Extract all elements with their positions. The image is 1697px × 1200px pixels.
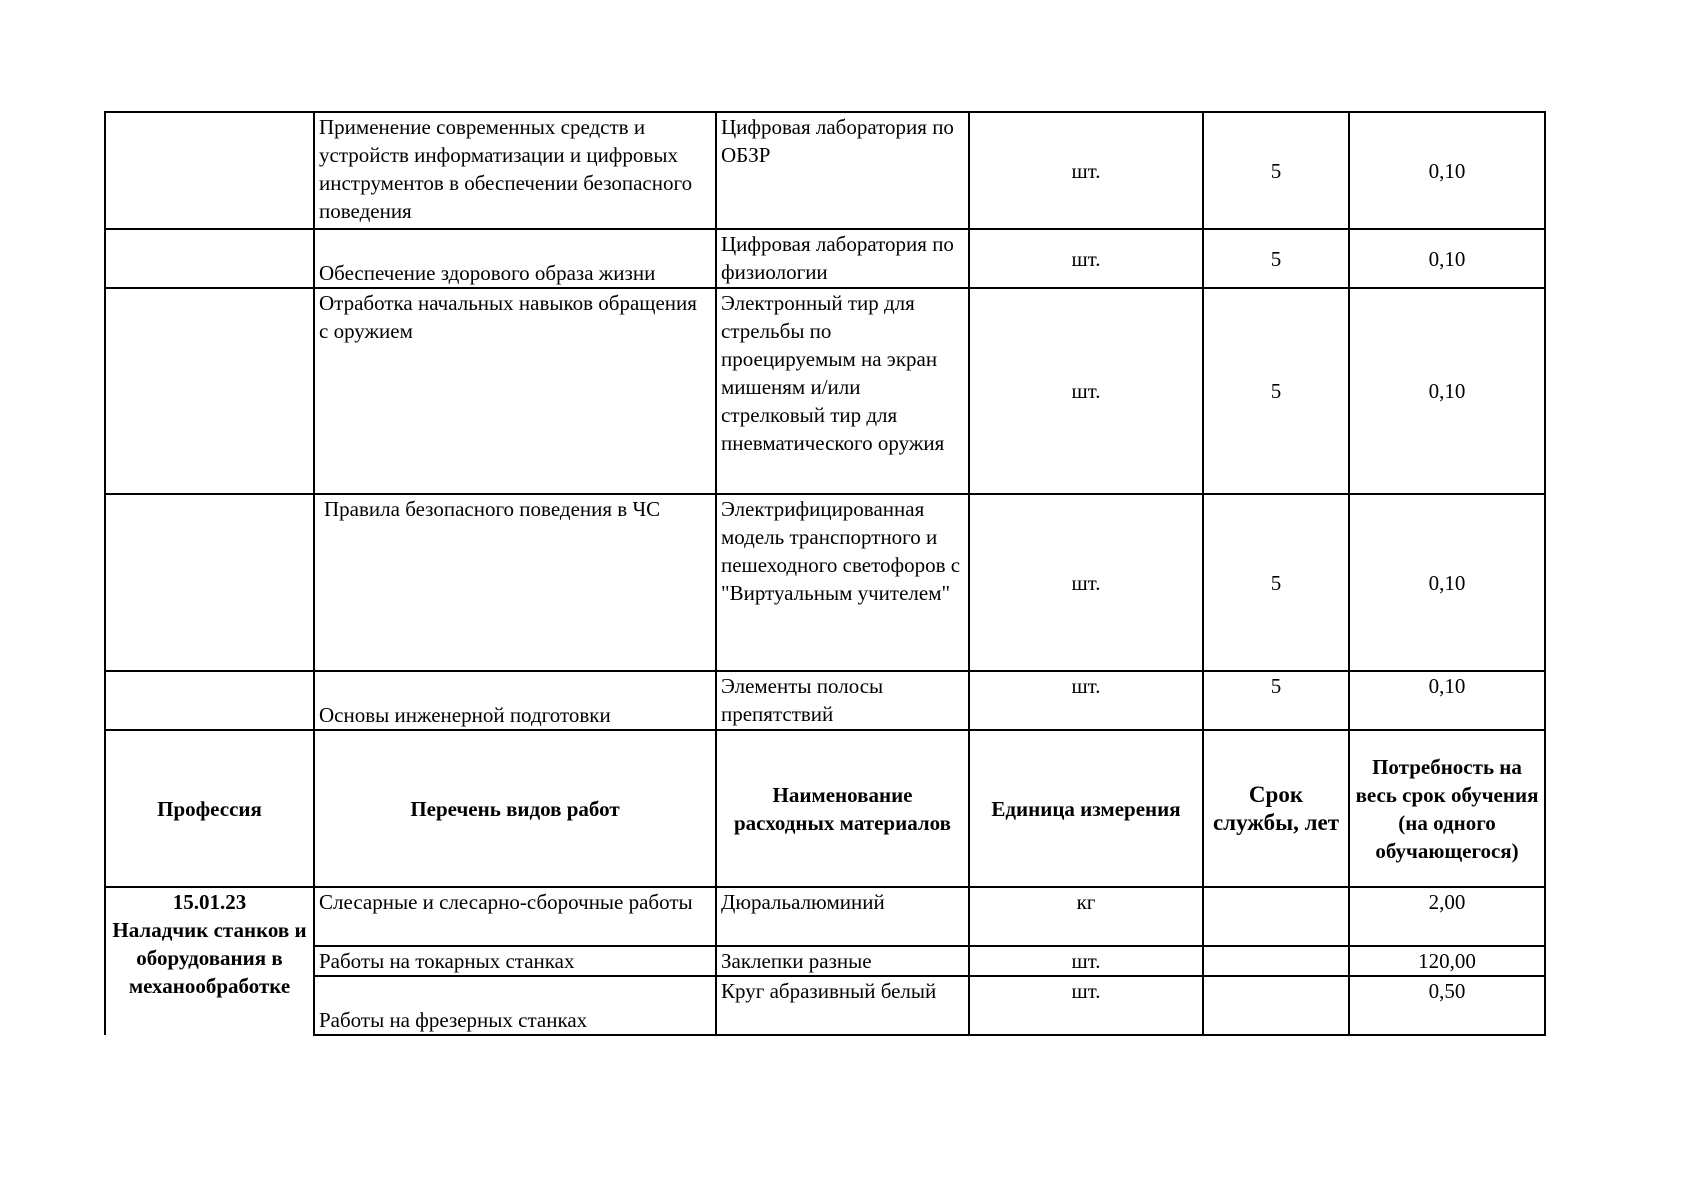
term-cell [1203, 887, 1349, 946]
work-cell: Обеспечение здорового образа жизни [314, 229, 716, 288]
work-cell: Слесарные и слесарно-сборочные работы [314, 887, 716, 946]
material-cell: Цифровая лаборатория по ОБЗР [716, 112, 969, 229]
unit-cell: шт. [969, 946, 1203, 976]
header-unit: Единица измерения [969, 730, 1203, 887]
profession-cell [105, 112, 314, 229]
need-cell: 120,00 [1349, 946, 1545, 976]
term-cell [1203, 946, 1349, 976]
profession-cell [105, 494, 314, 671]
table-row [105, 112, 1545, 229]
profession-cell [105, 671, 314, 730]
need-cell: 0,50 [1349, 976, 1545, 1035]
header-works: Перечень видов работ [314, 730, 716, 887]
table-row [105, 494, 1545, 671]
work-cell: Работы на токарных станках [314, 946, 716, 976]
term-cell [1203, 976, 1349, 1035]
table-row [105, 288, 1545, 494]
material-cell: Электрифицированная модель транспортного и пешеходного светофоров с "Виртуальным учителем" [716, 494, 969, 671]
table-row [105, 671, 1545, 730]
table-row [105, 229, 1545, 288]
material-cell: Цифровая лаборатория по физиологии [716, 229, 969, 288]
work-cell: Работы на фрезерных станках [314, 976, 716, 1035]
table-header-row [105, 730, 1545, 887]
term-cell: 5 [1203, 671, 1349, 730]
material-cell: Электронный тир для стрельбы по проецируемым на экран мишеням и/или стрелковый тир для пневматического оружия [716, 288, 969, 494]
unit-cell: шт. [969, 288, 1203, 494]
table-row [105, 887, 1545, 946]
header-profession: Профессия [105, 730, 314, 887]
term-cell: 5 [1203, 229, 1349, 288]
profession-name: Наладчик станков и оборудования в механообработке [112, 918, 307, 998]
work-cell: Применение современных средств и устройств информатизации и цифровых инструментов в обеспечении безопасного поведения [314, 112, 716, 229]
work-cell: Отработка начальных навыков обращения с оружием [314, 288, 716, 494]
profession-cell [105, 229, 314, 288]
need-cell: 0,10 [1349, 671, 1545, 730]
work-cell: Основы инженерной подготовки [314, 671, 716, 730]
profession-cell [105, 288, 314, 494]
material-cell: Элементы полосы препятствий [716, 671, 969, 730]
unit-cell: кг [969, 887, 1203, 946]
table-row [105, 946, 1545, 976]
need-cell: 0,10 [1349, 288, 1545, 494]
consumables-table [104, 111, 1546, 1036]
term-cell: 5 [1203, 288, 1349, 494]
header-materials: Наименование расходных материалов [716, 730, 969, 887]
unit-cell: шт. [969, 494, 1203, 671]
term-cell: 5 [1203, 494, 1349, 671]
need-cell: 0,10 [1349, 112, 1545, 229]
unit-cell: шт. [969, 112, 1203, 229]
unit-cell: шт. [969, 671, 1203, 730]
profession-cell [105, 887, 314, 1035]
work-cell: Правила безопасного поведения в ЧС [314, 494, 716, 671]
table-row [105, 976, 1545, 1035]
material-cell: Заклепки разные [716, 946, 969, 976]
header-need: Потребность на весь срок обучения (на одного обучающегося) [1349, 730, 1545, 887]
unit-cell: шт. [969, 229, 1203, 288]
need-cell: 0,10 [1349, 494, 1545, 671]
header-term: Срок службы, лет [1203, 730, 1349, 887]
profession-code: 15.01.23 [172, 890, 247, 914]
material-cell: Круг абразивный белый [716, 976, 969, 1035]
material-cell: Дюральалюминий [716, 887, 969, 946]
need-cell: 2,00 [1349, 887, 1545, 946]
need-cell: 0,10 [1349, 229, 1545, 288]
term-cell: 5 [1203, 112, 1349, 229]
unit-cell: шт. [969, 976, 1203, 1035]
